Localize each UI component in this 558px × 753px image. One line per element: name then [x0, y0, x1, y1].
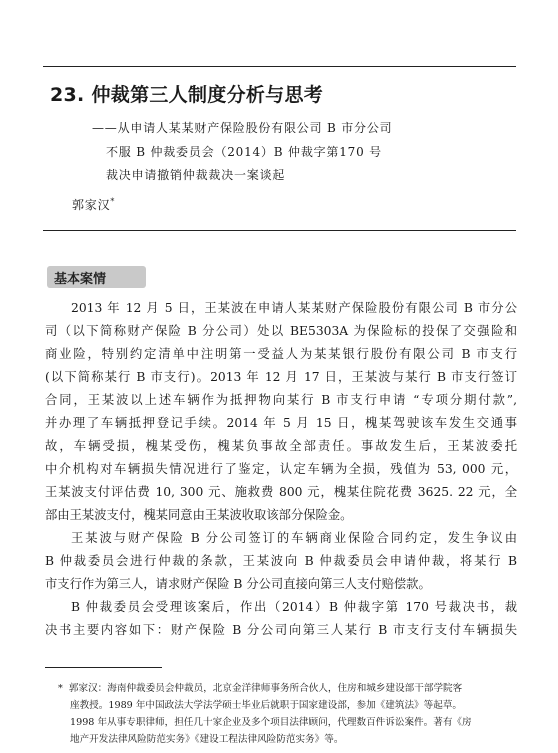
chapter-title: 23. 仲裁第三人制度分析与思考: [50, 84, 324, 106]
top-rule: [43, 66, 516, 67]
footnote-line: 1998 年从事专职律师，担任几十家企业及多个项目法律顾问，代理数百件诉讼案件。著有《房: [70, 717, 472, 728]
footnote-line: [58, 680, 513, 697]
author-footnote: [58, 680, 513, 748]
header-bottom-rule: [43, 230, 516, 231]
footnote-text: 郭家汉：海南仲裁委员会仲裁员，北京金洋律师事务所合伙人，住房和城乡建设部干部学院客: [68, 683, 463, 694]
subtitle-line-2: 不服 B 仲裁委员会（2014）B 仲裁字第170 号: [106, 145, 382, 159]
author-footnote-mark: *: [110, 197, 116, 206]
body-line: 司（以下简称财产保险 B 分公司）处以 BE5303A 为保险标的投保了交强险和: [45, 324, 517, 338]
body-line: B 仲裁委员会受理该案后，作出（2014）B 仲裁字第 170 号裁决书，裁: [71, 600, 517, 614]
author-name: 郭家汉: [72, 198, 111, 212]
footnote-line: 地产开发法律风险防范实务》《建设工程法律风险防范实务》等。: [70, 734, 344, 745]
body-line: (以下简称某行 B 市支行)。2013 年 12 月 17 日，王某波与某行 B 市支行签订: [45, 370, 517, 384]
footnote-line: 座教授。1989 年中国政法大学法学硕士毕业后就职于国家建设部，参加《建筑法》等起草。: [70, 700, 463, 711]
body-line: 合同，王某波以上述车辆作为抵押物向某行 B 市支行申请 “专项分期付款”,: [45, 393, 517, 407]
body-line: 王某波支付评估费 10, 300 元、施救费 800 元，槐某住院花费 3625. 22 元，全: [45, 485, 517, 499]
body-line: 2013 年 12 月 5 日，王某波在申请人某某财产保险股份有限公司 B 市分公: [71, 301, 517, 315]
body-line: B 仲裁委员会进行仲裁的条款，王某波向 B 仲裁委员会申请仲裁，将某行 B: [45, 554, 517, 568]
author-line: [72, 196, 115, 213]
body-line: 王某波与财产保险 B 分公司签订的车辆商业保险合同约定，发生争议由: [71, 531, 517, 545]
body-line: 故，车辆受损，槐某受伤，槐某负事故全部责任。事故发生后，王某波委托: [45, 439, 517, 453]
body-line: 中介机构对车辆损失情况进行了鉴定，认定车辆为全损，残值为 53, 000 元，: [45, 462, 517, 476]
subtitle-line-1: ——从申请人某某财产保险股份有限公司 B 市分公司: [92, 121, 393, 135]
body-line: 并办理了车辆抵押登记手续。2014 年 5 月 15 日，槐某驾驶该车发生交通事: [45, 416, 517, 430]
footnote-mark: *: [58, 683, 63, 694]
body-line: 部由王某波支付，槐某同意由王某波收取该部分保险金。: [45, 508, 353, 522]
body-line: 市支行作为第三人，请求财产保险 B 分公司直接向第三人支付赔偿款。: [45, 577, 431, 591]
section-heading-basic-facts: 基本案情: [47, 266, 146, 288]
footnote-separator: [45, 667, 162, 668]
body-line: 决书主要内容如下：财产保险 B 分公司向第三人某行 B 市支行支付车辆损失: [45, 623, 517, 637]
body-line: 商业险，特别约定清单中注明第一受益人为某某银行股份有限公司 B 市支行: [45, 347, 517, 361]
body-text: [45, 297, 517, 642]
subtitle-line-3: 裁决申请撤销仲裁裁决一案谈起: [106, 168, 286, 182]
